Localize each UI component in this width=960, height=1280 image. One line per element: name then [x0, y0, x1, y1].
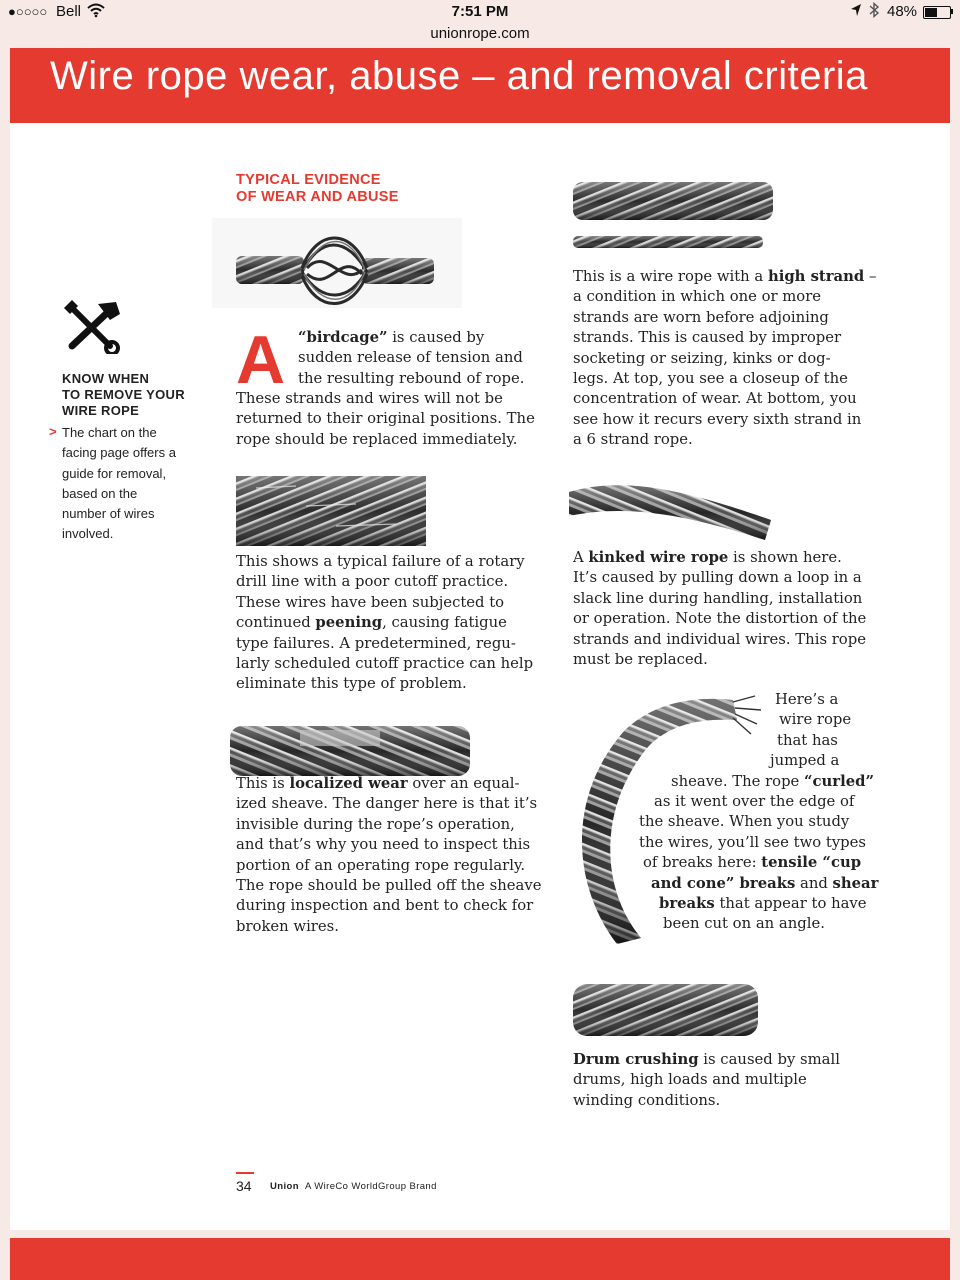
page-number-rule: [236, 1172, 254, 1174]
text-line: These strands and wires will not be: [236, 390, 503, 407]
text-line: is caused by small: [698, 1051, 840, 1068]
text-line: [651, 874, 878, 894]
emphasized-term: Drum crushing: [573, 1051, 699, 1068]
text-line: The rope should be pulled off the sheave: [236, 877, 542, 895]
battery-percent: 48%: [887, 3, 918, 20]
text-fragment: as it went over the edge of: [654, 793, 855, 810]
emphasized-term: peening: [315, 614, 383, 632]
text-line: eliminate this type of problem.: [236, 675, 467, 693]
text-line: is shown here.: [728, 549, 842, 566]
page-title: Wire rope wear, abuse – and removal criteria: [50, 54, 868, 98]
text-line: This is: [236, 775, 290, 792]
header-band: [10, 48, 950, 123]
section-heading: [236, 172, 399, 206]
text-line: [659, 894, 867, 914]
text-line: over an equal-: [407, 775, 520, 792]
text-line: It’s caused by pulling down a loop in a: [573, 569, 862, 587]
text-line: socketing or seizing, kinks or dog-: [573, 349, 831, 367]
text-line: and that’s why you need to inspect this: [236, 836, 531, 854]
status-bar: [0, 0, 960, 48]
text-fragment: Here’s a: [775, 691, 839, 708]
text-line: winding conditions.: [573, 1091, 721, 1109]
text-line: sudden release of tension and: [298, 349, 523, 367]
text-line: drill line with a poor cutoff practice.: [236, 573, 509, 591]
sidebar-arrow-icon: >: [49, 424, 57, 439]
text-line: [639, 833, 866, 853]
emphasized-term: high strand: [767, 268, 865, 285]
high-strand-full-image: [573, 234, 763, 254]
text-line: a 6 strand rope.: [573, 431, 693, 449]
text-line: slack line during handling, installation: [573, 589, 863, 607]
sidebar-heading-line: TO REMOVE YOUR: [62, 387, 185, 402]
text-line: portion of an operating rope regularly.: [236, 856, 526, 874]
sidebar-text: [62, 423, 176, 545]
location-arrow-icon: [850, 3, 862, 20]
text-line: This is a wire rope with a: [573, 268, 768, 285]
text-line: continued: [236, 614, 316, 632]
section-heading-block: [236, 172, 399, 206]
text-line: invisible during the rope’s operation,: [236, 815, 515, 833]
sidebar-text-line: based on the: [62, 485, 138, 501]
brand-line: [270, 1181, 437, 1192]
text-line: strands are worn before adjoining: [573, 308, 829, 326]
sidebar-text-line: facing page offers a: [62, 445, 176, 461]
birdcage-term: “birdcage”: [298, 329, 388, 346]
localized-wear-paragraph: [236, 774, 541, 937]
text-line: [775, 690, 838, 710]
battery-icon: [923, 6, 951, 19]
text-line: the resulting rebound of rope.: [298, 369, 525, 387]
text-fragment: that appear to have: [714, 895, 867, 912]
text-line: concentration of wear. At bottom, you: [573, 390, 857, 408]
text-line: a condition in which one or more: [573, 288, 822, 306]
kinked-text: [573, 548, 866, 670]
text-line: [643, 853, 861, 873]
text-line: returned to their original positions. The: [236, 410, 535, 428]
text-line: , causing fatigue: [382, 614, 507, 632]
sidebar-heading-line: WIRE ROPE: [62, 403, 140, 418]
signal-strength-icon: ●○○○○: [8, 4, 48, 19]
battery-fill: [925, 8, 937, 17]
text-line: type failures. A predetermined, regu-: [236, 634, 516, 652]
text-line: larly scheduled cutoff practice can help: [236, 655, 534, 673]
text-line: during inspection and bent to check for: [236, 897, 534, 915]
sidebar-text-line: guide for removal,: [62, 465, 167, 481]
birdcage-text-indented: [298, 328, 524, 389]
drop-cap: A: [236, 322, 286, 398]
birdcage-text-full: [236, 389, 535, 450]
sidebar-heading: [62, 371, 185, 419]
text-fragment: that has: [777, 731, 838, 749]
text-fragment: been cut on an angle.: [663, 915, 825, 933]
text-line: legs. At top, you see a closeup of the: [573, 370, 848, 388]
text-fragment: jumped a: [770, 752, 840, 770]
text-line: must be replaced.: [573, 651, 708, 669]
emphasized-term: localized wear: [289, 775, 408, 792]
text-fragment: and: [795, 874, 833, 892]
text-line: rope should be replaced immediately.: [236, 430, 518, 448]
address-bar[interactable]: unionrope.com: [430, 25, 530, 42]
text-line: see how it recurs every sixth strand in: [573, 410, 862, 428]
sidebar-text-line: The chart on the: [62, 425, 157, 440]
text-line: –: [864, 268, 877, 285]
peening-rope-image: [236, 476, 426, 550]
sidebar-heading-block: [62, 371, 185, 419]
sidebar-heading-line: KNOW WHEN: [62, 371, 150, 386]
text-line: [639, 812, 849, 832]
text-line: These wires have been subjected to: [236, 593, 505, 611]
high-strand-paragraph: [573, 267, 876, 451]
kinked-paragraph: [573, 548, 866, 670]
text-line: ized sheave. The danger here is that it’s: [236, 795, 538, 813]
sidebar-text-line: number of wires: [62, 506, 155, 522]
text-line: [663, 914, 825, 934]
peening-paragraph: [236, 552, 533, 695]
text-line: drums, high loads and multiple: [573, 1071, 807, 1089]
birdcage-paragraph-start: [298, 328, 524, 389]
text-line: broken wires.: [236, 917, 339, 935]
birdcage-rope-image: [212, 218, 462, 312]
text-line: strands. This is caused by improper: [573, 329, 842, 347]
text-fragment: wire rope: [779, 711, 852, 729]
text-line: or operation. Note the distortion of the: [573, 610, 867, 628]
text-fragment: sheave. The rope: [671, 772, 804, 790]
emphasized-term: “curled”: [804, 772, 874, 790]
sidebar-text-block: [62, 423, 176, 545]
tools-icon: [62, 300, 122, 358]
clock: 7:51 PM: [451, 3, 509, 20]
localized-wear-text: [236, 774, 541, 937]
page-number: 34: [236, 1178, 252, 1194]
text-line: A: [573, 549, 589, 566]
brand-tagline: A WireCo WorldGroup Brand: [305, 1181, 437, 1192]
text-line: strands and individual wires. This rope: [573, 630, 866, 648]
battery-cap: [951, 9, 953, 14]
text-fragment: the sheave. When you study: [639, 813, 850, 831]
carrier-name: Bell: [56, 3, 82, 20]
section-heading-line: TYPICAL EVIDENCE: [236, 172, 381, 188]
peening-text: [236, 552, 533, 695]
footer-band: [10, 1238, 950, 1280]
emphasized-term: tensile “cup: [761, 854, 862, 872]
text-fragment: the wires, you’ll see two types: [639, 833, 866, 851]
text-line: This shows a typical failure of a rotary: [236, 553, 525, 570]
high-strand-text: [573, 267, 876, 451]
emphasized-term: and cone” breaks: [651, 874, 796, 892]
text-line: [770, 751, 839, 771]
text-line: is caused by: [387, 329, 485, 346]
text-line: [777, 731, 838, 751]
emphasized-term: breaks: [659, 895, 715, 912]
text-fragment: of breaks here:: [643, 854, 762, 872]
sidebar-text-line: involved.: [62, 526, 114, 542]
section-heading-line: OF WEAR AND ABUSE: [236, 189, 399, 205]
drum-crushing-rope-image: [573, 980, 758, 1044]
high-strand-closeup-image: [573, 180, 773, 226]
text-line: [779, 710, 851, 730]
drum-crushing-paragraph: [573, 1050, 840, 1111]
text-line: [654, 792, 854, 812]
text-line: [671, 772, 874, 792]
bluetooth-icon: [868, 2, 880, 22]
kinked-rope-image: [565, 470, 775, 549]
emphasized-term: kinked wire rope: [588, 549, 729, 566]
brand-name: Union: [270, 1181, 299, 1192]
drum-crushing-text: [573, 1050, 840, 1111]
emphasized-term: shear: [832, 874, 879, 892]
birdcage-paragraph-end: [236, 389, 535, 450]
